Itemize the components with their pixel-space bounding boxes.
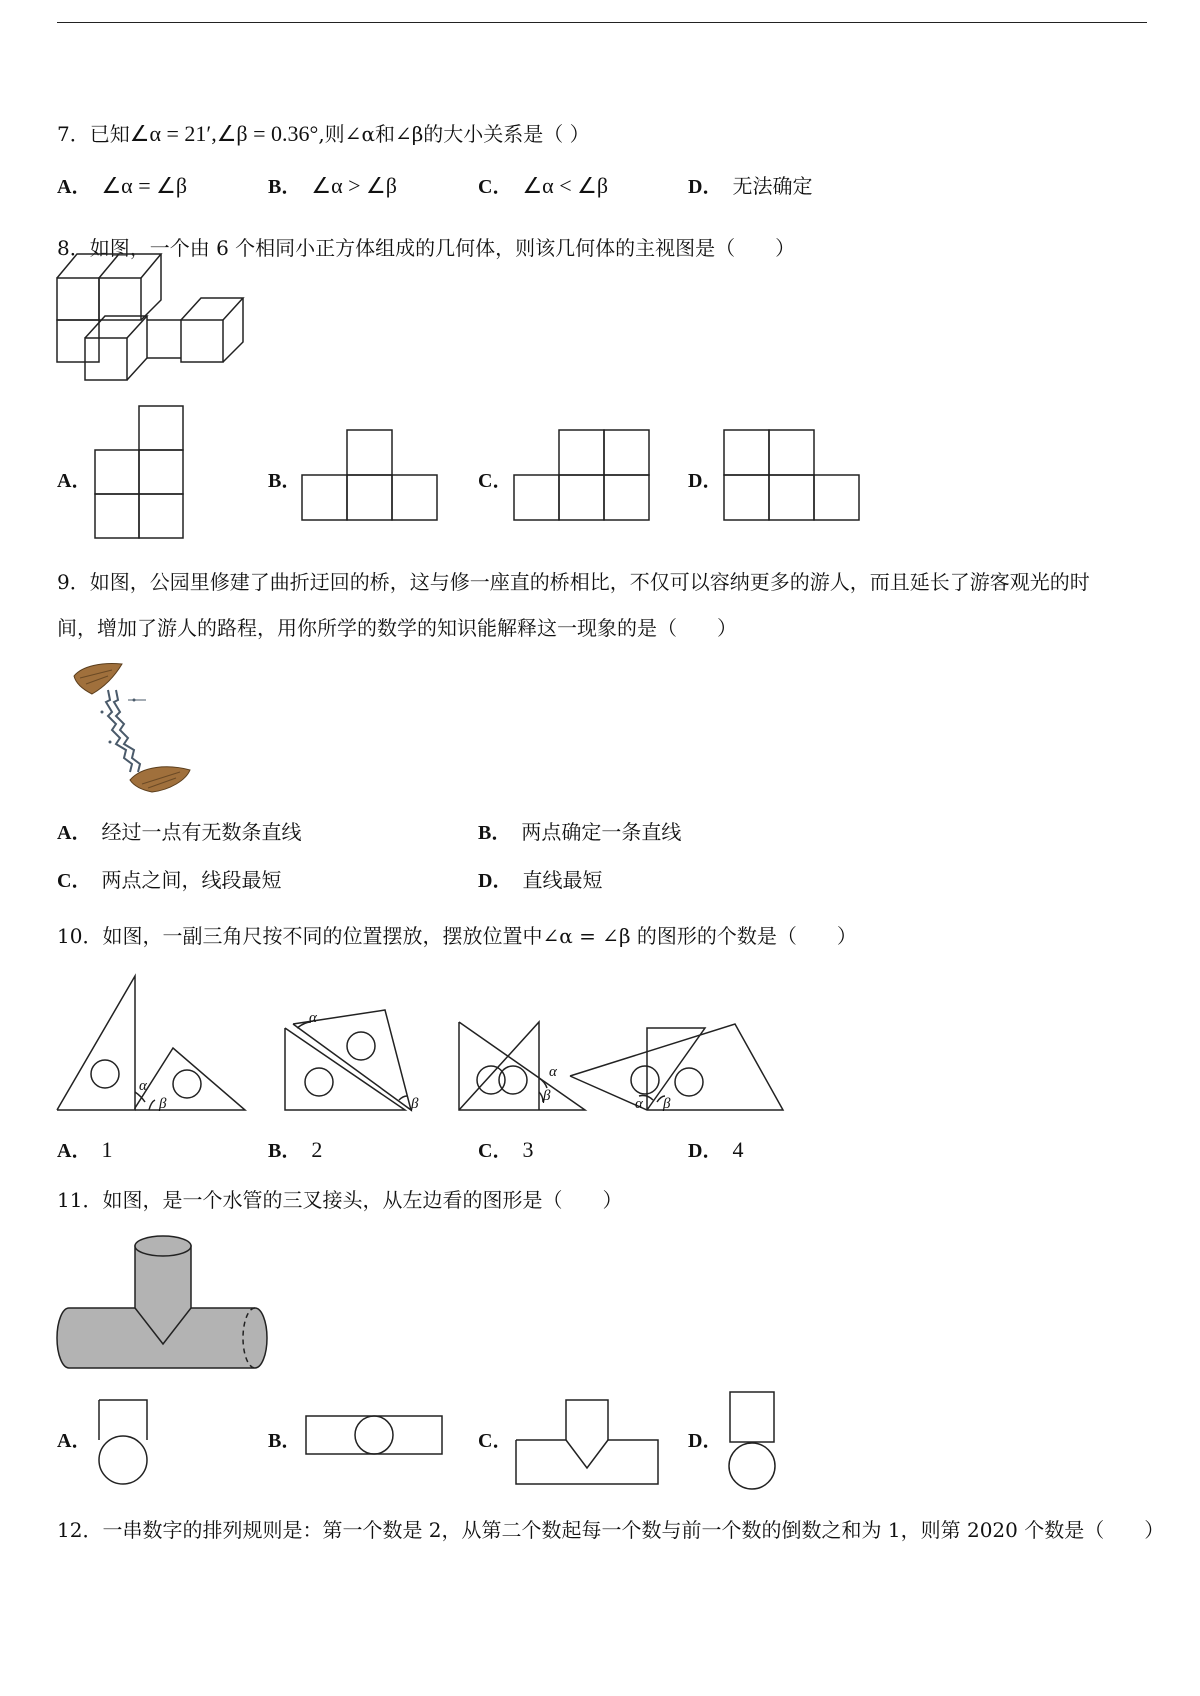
q7-option-d[interactable]: D． 无法确定 bbox=[688, 174, 813, 198]
q11-option-d[interactable]: D． bbox=[688, 1430, 723, 1452]
q8-option-c[interactable]: C． bbox=[478, 470, 513, 492]
q9-option-b[interactable]: B． 两点确定一条直线 bbox=[478, 820, 682, 844]
question-text: ,则∠α和∠β的大小关系是（ ） bbox=[318, 122, 590, 146]
q7-option-c[interactable]: C． ∠α < ∠β bbox=[478, 173, 609, 198]
q8-option-b[interactable]: B． bbox=[268, 470, 302, 492]
question-9-line-2: 间，增加了游人的路程，用你所学的数学的知识能解释这一现象的是（ ） bbox=[57, 616, 737, 640]
beta-label: β bbox=[543, 1088, 551, 1104]
pipe-tee-joint-figure bbox=[55, 1232, 275, 1372]
question-8: 8．如图，一个由 6 个相同小正方体组成的几何体，则该几何体的主视图是（ ） bbox=[57, 236, 796, 260]
question-10: 10．如图，一副三角尺按不同的位置摆放，摆放位置中∠α = ∠β 的图形的个数是（ ） bbox=[57, 924, 857, 948]
q8-option-a-figure bbox=[92, 404, 192, 544]
triangle-rulers-figure bbox=[55, 970, 785, 1115]
q11-option-b-figure bbox=[304, 1414, 446, 1458]
q8-option-c-figure bbox=[512, 428, 652, 524]
q11-option-a-figure bbox=[95, 1398, 155, 1488]
q11-option-a[interactable]: A． bbox=[57, 1430, 92, 1452]
beta-label: β bbox=[159, 1096, 167, 1112]
question-text: 已知 bbox=[89, 122, 130, 146]
q8-option-a[interactable]: A． bbox=[57, 470, 92, 492]
q10-option-d[interactable]: D． 4 bbox=[688, 1137, 744, 1162]
question-7 bbox=[57, 120, 590, 148]
q11-option-b[interactable]: B． bbox=[268, 1430, 302, 1452]
alpha-label: α bbox=[309, 1010, 317, 1026]
beta-label: β bbox=[411, 1096, 419, 1112]
q7-option-b[interactable]: B． ∠α > ∠β bbox=[268, 173, 397, 198]
q8-option-d-figure bbox=[722, 428, 862, 524]
q11-option-c[interactable]: C． bbox=[478, 1430, 513, 1452]
zigzag-bridge-image bbox=[72, 660, 202, 795]
q11-option-d-figure bbox=[724, 1390, 782, 1494]
q9-option-c[interactable]: C． 两点之间，线段最短 bbox=[57, 868, 282, 892]
math-expression: ∠α = 21′ bbox=[129, 121, 212, 146]
math-expression: ,∠β = 0.36° bbox=[211, 121, 319, 146]
q9-option-a[interactable]: A． 经过一点有无数条直线 bbox=[57, 820, 302, 844]
question-12: 12．一串数字的排列规则是：第一个数是 2，从第二个数起每一个数与前一个数的倒数之和为 1，则第 2020 个数是（ ） bbox=[57, 1518, 1165, 1542]
beta-label: β bbox=[663, 1096, 671, 1112]
top-rule bbox=[57, 22, 1147, 23]
q10-option-a[interactable]: A． 1 bbox=[57, 1137, 113, 1162]
alpha-label: α bbox=[549, 1064, 557, 1080]
question-11: 11．如图，是一个水管的三叉接头，从左边看的图形是（ ） bbox=[57, 1188, 623, 1212]
q8-option-d[interactable]: D． bbox=[688, 470, 723, 492]
alpha-label: α bbox=[139, 1078, 147, 1094]
alpha-label: α bbox=[635, 1096, 643, 1112]
q10-option-c[interactable]: C． 3 bbox=[478, 1137, 534, 1162]
q7-option-a[interactable]: A． ∠α = ∠β bbox=[57, 173, 188, 198]
question-number: 7． bbox=[57, 122, 90, 146]
q8-option-b-figure bbox=[300, 428, 440, 524]
q11-option-c-figure bbox=[514, 1396, 662, 1488]
question-9-line-1: 9．如图，公园里修建了曲折迂回的桥，这与修一座直的桥相比，不仅可以容纳更多的游人，而且延长了游客观光的时 bbox=[57, 570, 1090, 594]
q9-option-d[interactable]: D． 直线最短 bbox=[478, 868, 603, 892]
q10-option-b[interactable]: B． 2 bbox=[268, 1137, 323, 1162]
cube-solid-figure bbox=[55, 240, 225, 400]
